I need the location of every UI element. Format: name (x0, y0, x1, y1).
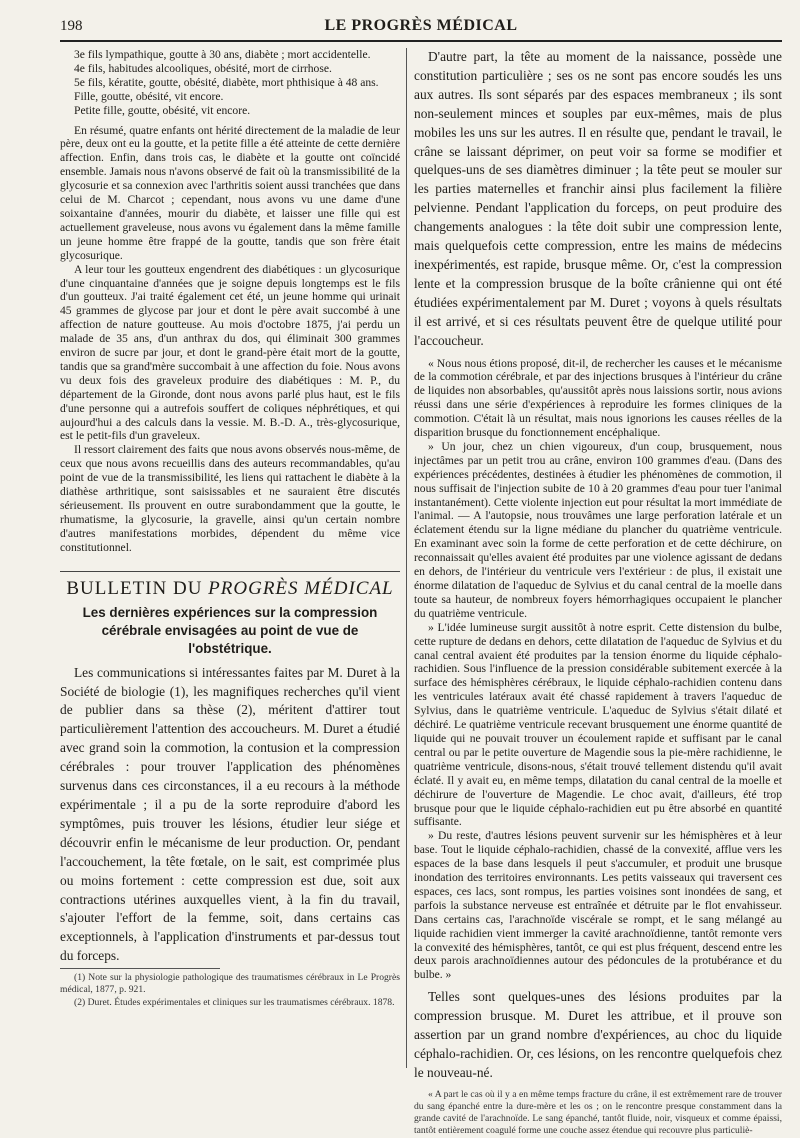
page-number: 198 (60, 18, 83, 34)
footnote: (2) Duret. Études expérimentales et cliniques sur les traumatismes cérébraux. 1878. (74, 996, 395, 1008)
final-note: « A part le cas où il y a en même temps fracture du crâne, il est extrêmement rare de trouver du sang épanché entre la dure-mère et les os ; on le rencontre presque constamment dans la grande cavité de l'arachnoïde. Le sang épanché, tantôt fluide, noir, visqueux et comme épaissi, tantôt entièrement coagulé forme une couche assez étendue qui recouvre plus particuliè- (414, 1088, 782, 1137)
paragraph: Il ressort clairement des faits que nous avons observés nous-même, de ceux que nous avons recueillis dans des auteurs recommandables, qu'au point de vue de la transmissibilité, les liens qui rattachent le diabète à la diathèse arthritique, sont saisissables et ne sauraient être discutés sérieusement. Ils prouvent en outre surabondamment que la goutte, le rhumatisme, la glycosurie, la gravelle, ainsi qu'un certain nombre d'autres manifestations morbides, dépendent du même vice constitutionnel. (60, 443, 400, 554)
quote-paragraph: « Nous nous étions proposé, dit-il, de rechercher les causes et le mécanisme de la commotion cérébrale, et par des injections brusques à l'intérieur du crâne de liquides non absorbables, qu'aussitôt après nous laissions sortir, nous avions réussi dans une série d'expériences à reproduire les formes cliniques de la commotion. C'était là un résultat, mais nous ignorions les causes réelles de la disparition brusque du fonctionnement encéphalique. (414, 356, 782, 440)
paragraph: En résumé, quatre enfants ont hérité directement de la maladie de leur père, deux ont eu la goutte, et la petite fille a été atteinte de cette dernière affection. Enfin, dans trois cas, le diabète et la goutte ont coïncidé ensemble. Jamais nous n'avons observé de fait où la transmissibilité de la glycosurie et sa connexion avec l'arthritis soient aussi tranchées que dans celui de M. Charcot ; cependant, nous avons vu une dame d'une soixantaine d'années, mourir du diabète, et laisser une fille qui est actuellement graveleuse, nous avons vu également dans la même famille un jeune homme être frappé de la goutte, tandis que son frère était glycosurique. (60, 123, 400, 262)
footnote-rule (60, 968, 220, 969)
quote-paragraph: » Un jour, chez un chien vigoureux, d'un coup, brusquement, nous injectâmes par un petit trou au crâne, environ 100 grammes d'eau. (Dans des expériences précédentes, destinées à étudier les phénomènes de commotion, il nous suffisait de l'injection subite de 10 à 20 grammes d'eau pour tuer l'animal instantanément). Cette violente injection eut pour résultat la mort immédiate de l'animal. — A l'autopsie, nous trouvâmes une large perforation latérale et un éclatement étendu sur la ligne médiane du plancher du quatrième ventricule. En examinant avec soin la forme de cette perforation et de cette déchirure, on reconnaissait qu'elles avaient été produites par une violence agissant de dedans en dehors, de l'intérieur du ventricule vers l'extérieur : de plus, il existait une énorme dilatation de l'aqueduc de Sylvius et du canal central de la moelle dans toute sa hauteur, de nombreux foyers hémorrhagiques occupaient le plancher du quatrième ventricule. (414, 439, 782, 620)
column-divider (406, 48, 407, 1068)
bulletin-heading-italic: PROGRÈS MÉDICAL (208, 577, 394, 599)
running-header (60, 14, 782, 42)
family-line: Fille, goutte, obésité, vit encore. (74, 89, 224, 103)
closing-paragraph: Telles sont quelques-unes des lésions produites par la compression brusque. M. Duret les attribue, et il prouve son assertion par un grand nombre d'expériences, au choc du liquide céphalo-rachidien. Or, ces lésions, on les rencontre quelquefois chez le nouveau-né. (414, 989, 782, 1080)
journal-title: LE PROGRÈS MÉDICAL (324, 17, 518, 34)
family-line: 5e fils, kératite, goutte, obésité, diabète, mort phthisique à 48 ans. (74, 75, 379, 89)
family-line: 4e fils, habitudes alcooliques, obésité, mort de cirrhose. (74, 61, 332, 75)
quote-paragraph: » L'idée lumineuse surgit aussitôt à notre esprit. Cette distension du bulbe, cette rupture de dedans en dehors, cette dilatation de l'aqueduc de Sylvius et du canal central avaient été produites par la tension énorme du liquide céphalo-rachidien. Sous l'influence de la pression considérable subitement exercée à la surface des hémisphères cérébraux, le liquide céphalo-rachidien contenu dans les ventricules latéraux avait été chassé rapidement à travers l'aqueduc de Sylvius, dans le quatrième ventricule. L'aqueduc de Sylvius s'était dilaté et déchiré. Le quatrième ventricule recevant brusquement une énorme quantité de liquide qui ne pouvait trouver un écoulement rapide et suffisant par le canal central ou par le petite ouverture de Magendie sous la pie-mère rachidienne, le quatrième ventricule, disons-nous, s'était trouvé tellement distendu qu'il avait éclaté. Il y avait eu, en même temps, dilatation du canal central de la moelle et déchirure de l'ouverture de Magendie. Le choc avait, d'ailleurs, été trop brusque pour que le liquide céphalo-rachidien eut pu être absorbé en quantité suffisante. (414, 620, 782, 829)
article-title: Les dernières expériences sur la compression cérébrale envisagées au point de vue de l'obstétrique. (82, 604, 378, 656)
footnote: (1) Note sur la physiologie pathologique des traumatismes cérébraux in Le Progrès médical, 1877, p. 921. (60, 972, 400, 996)
intro-paragraph: D'autre part, la tête au moment de la naissance, possède une constitution particulière ; ses os ne sont pas encore soudés les uns aux autres. Ils sont séparés par des espaces membraneux ; ils sont non-seulement minces et souples par eux-mêmes, mais de plus mobiles les uns sur les autres. Il en résulte que, pendant le travail, le crâne se laissant déprimer, on peut voir sa forme se modifier et quelques-uns de ses diamètres diminuer ; la tête peut se mouler sur les parties maternelles et franchir ainsi plus facilement la filière pelvienne. Pendant l'application du forceps, on peut produire des changements analogues : la tête doit subir une compression lente, mais quelquefois cette compression, entre les mains de médecins inexpérimentés, est rapide, brusque même. Or, c'est la compression lente et la compression brusque de la boîte crânienne qui ont été étudiées expérimentalement par M. Duret ; voyons à quels résultats il est arrivé, et si ces résultats peuvent être de quelque utilité pour l'accoucheur. (414, 49, 782, 348)
right-column (414, 48, 782, 1137)
bulletin-heading-plain: BULLETIN DU (66, 577, 203, 599)
quote-paragraph: » Du reste, d'autres lésions peuvent survenir sur les hémisphères et à leur base. Tout le liquide céphalo-rachidien, chassé de la convexité, afflue vers les espaces de la base dans lesquels il peut s'accumuler, et produit une brusque inondation des territoires environnants. Les petits vaisseaux qui traversent ces espaces, ces lacs, sont rompus, les parties voisines sont inondées de sang, et parfois la substance nerveuse est entraînée et détruite par le flot envahisseur. Dans certains cas, l'arachnoïde viscérale se rompt, et le sang mélangé au liquide rachidien vient immerger la cavité arachnoïdienne, tantôt remonte vers la convexité des hémisphères, tantôt, ce qui est plus fréquent, descend entre les deux parois arachnoïdiennes autour des pédoncules de la protubérance et du bulbe. » (414, 829, 782, 982)
family-line: 3e fils lympathique, goutte à 30 ans, diabète ; mort accidentelle. (74, 48, 371, 61)
bulletin-heading (60, 578, 400, 600)
bulletin-section (60, 571, 400, 1009)
paragraph: A leur tour les goutteux engendrent des diabétiques : un glycosurique d'une cinquantaine d'années que je soigne depuis longtemps est le fils d'un goutteux. J'ai traité également cet été, un jeune homme qui urinait 45 grammes de glycose par jour et dont le père avait succombé à une affection de nature goutteuse. Au mois d'octobre 1875, j'ai perdu un malade de 35 ans, d'un anthrax du dos, qui éliminait 300 grammes environ de sucre par jour, et dont le grand-père était mort de la goutte, tandis que sa grand'mère succombait à une affection du foie. Nous avons vu deux fois des graveleux produire des diabétiques : M. P., du département de la Gironde, dont nous avons parlé plus haut, est le fils d'une personne qui a autrefois souffert de coliques néphrétiques, et qui aujourd'hui a des calculs dans la vessie. M. B.-D. A., très-glycosurique, est le petit-fils d'un graveleux. (60, 262, 400, 443)
left-column (60, 48, 400, 1048)
article-paragraph: Les communications si intéressantes faites par M. Duret à la Société de biologie (1), les magnifiques recherches qu'il vient de publier dans sa thèse (2), méritent d'attirer tout particulièrement l'attention des accoucheurs. M. Duret a étudié avec grand soin la commotion, la contusion et la compression cérébrales : pour trouver l'application des phénomènes survenus dans ces circonstances, il a eu recours à la méthode expérimentale ; il a pu de la sorte reproduire d'abord les symptômes, puis trouver les lésions, étudier leur siége et découvrir enfin le mécanisme de leur production. Or, pendant l'accouchement, la tête fœtale, on le sait, est comprimée plus ou moins fortement : cette compression est due, soit aux contractions utérines auxquelles vient, à la fin du travail, s'ajouter l'effort de la femme, soit, dans certains cas exceptionnels, à l'application d'instruments et par-dessus tout du forceps. (60, 664, 400, 964)
family-line: Petite fille, goutte, obésité, vit encore. (74, 103, 251, 117)
